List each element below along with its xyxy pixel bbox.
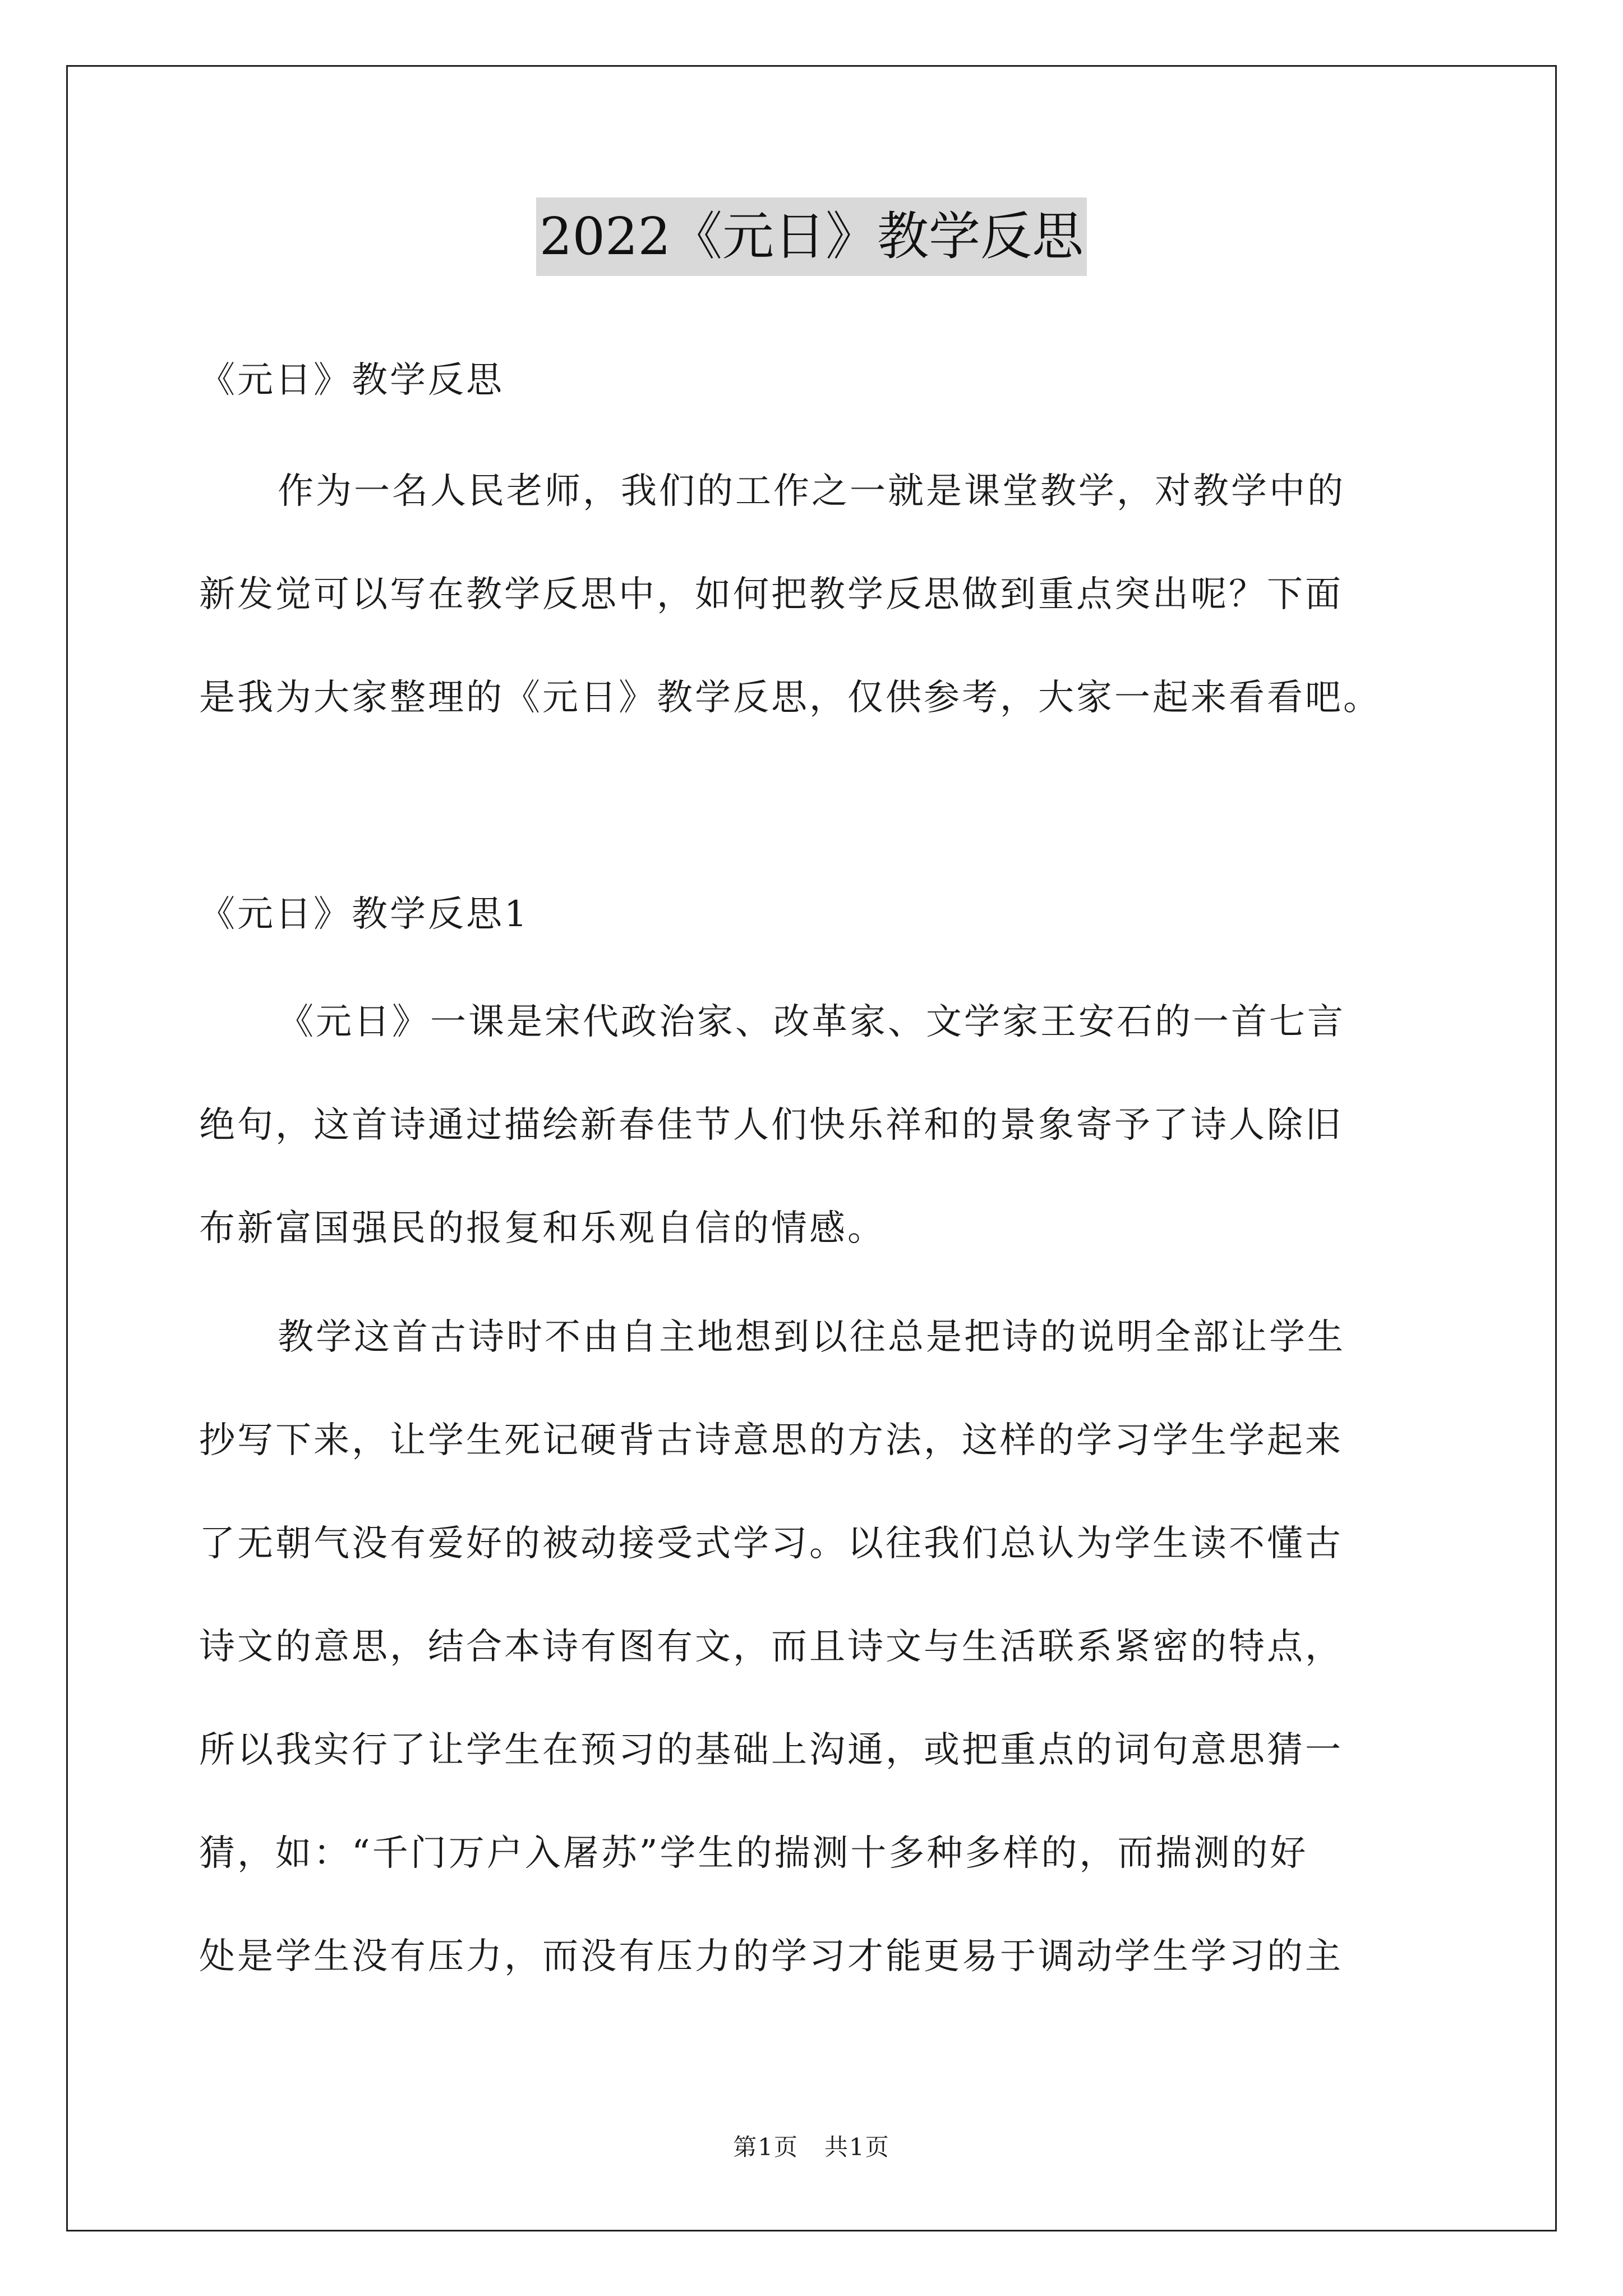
paragraph-line: 绝句，这首诗通过描绘新春佳节人们快乐祥和的景象寄予了诗人除旧 [199, 1105, 1343, 1146]
intro-line: 新发觉可以写在教学反思中，如何把教学反思做到重点突出呢？下面 [199, 574, 1343, 615]
intro-line: 是我为大家整理的《元日》教学反思，仅供参考，大家一起来看看吧。 [199, 677, 1381, 719]
intro-paragraph [199, 440, 1433, 749]
document-subtitle: 《元日》教学反思 [199, 360, 504, 401]
paragraph-2 [199, 1286, 1433, 2008]
page-footer: 第1页 共1页 [733, 2133, 890, 2161]
paragraph-line: 猜，如：“千门万户入屠苏”学生的揣测十多种多样的，而揣测的好 [199, 1833, 1308, 1874]
section-heading: 《元日》教学反思1 [199, 894, 529, 935]
paragraph-1 [199, 970, 1433, 1280]
paragraph-line: 了无朝气没有爱好的被动接受式学习。以往我们总认为学生读不懂古 [199, 1523, 1343, 1565]
paragraph-line: 抄写下来，让学生死记硬背古诗意思的方法，这样的学习学生学起来 [199, 1420, 1343, 1461]
paragraph-line: 布新富国强民的报复和乐观自信的情感。 [199, 1208, 886, 1249]
title-container [0, 197, 1623, 276]
paragraph-line: 《元日》一课是宋代政治家、改革家、文学家王安石的一首七言 [278, 1001, 1345, 1043]
paragraph-line: 所以我实行了让学生在预习的基础上沟通，或把重点的词句意思猜一 [199, 1729, 1343, 1771]
paragraph-line: 教学这首古诗时不由自主地想到以往总是把诗的说明全部让学生 [278, 1317, 1345, 1358]
paragraph-line: 诗文的意思，结合本诗有图有文，而且诗文与生活联系紧密的特点， [199, 1626, 1343, 1668]
document-title: 2022《元日》教学反思 [536, 197, 1087, 276]
intro-line: 作为一名人民老师，我们的工作之一就是课堂教学，对教学中的 [278, 471, 1345, 512]
paragraph-line: 处是学生没有压力，而没有压力的学习才能更易于调动学生学习的主 [199, 1936, 1343, 1977]
